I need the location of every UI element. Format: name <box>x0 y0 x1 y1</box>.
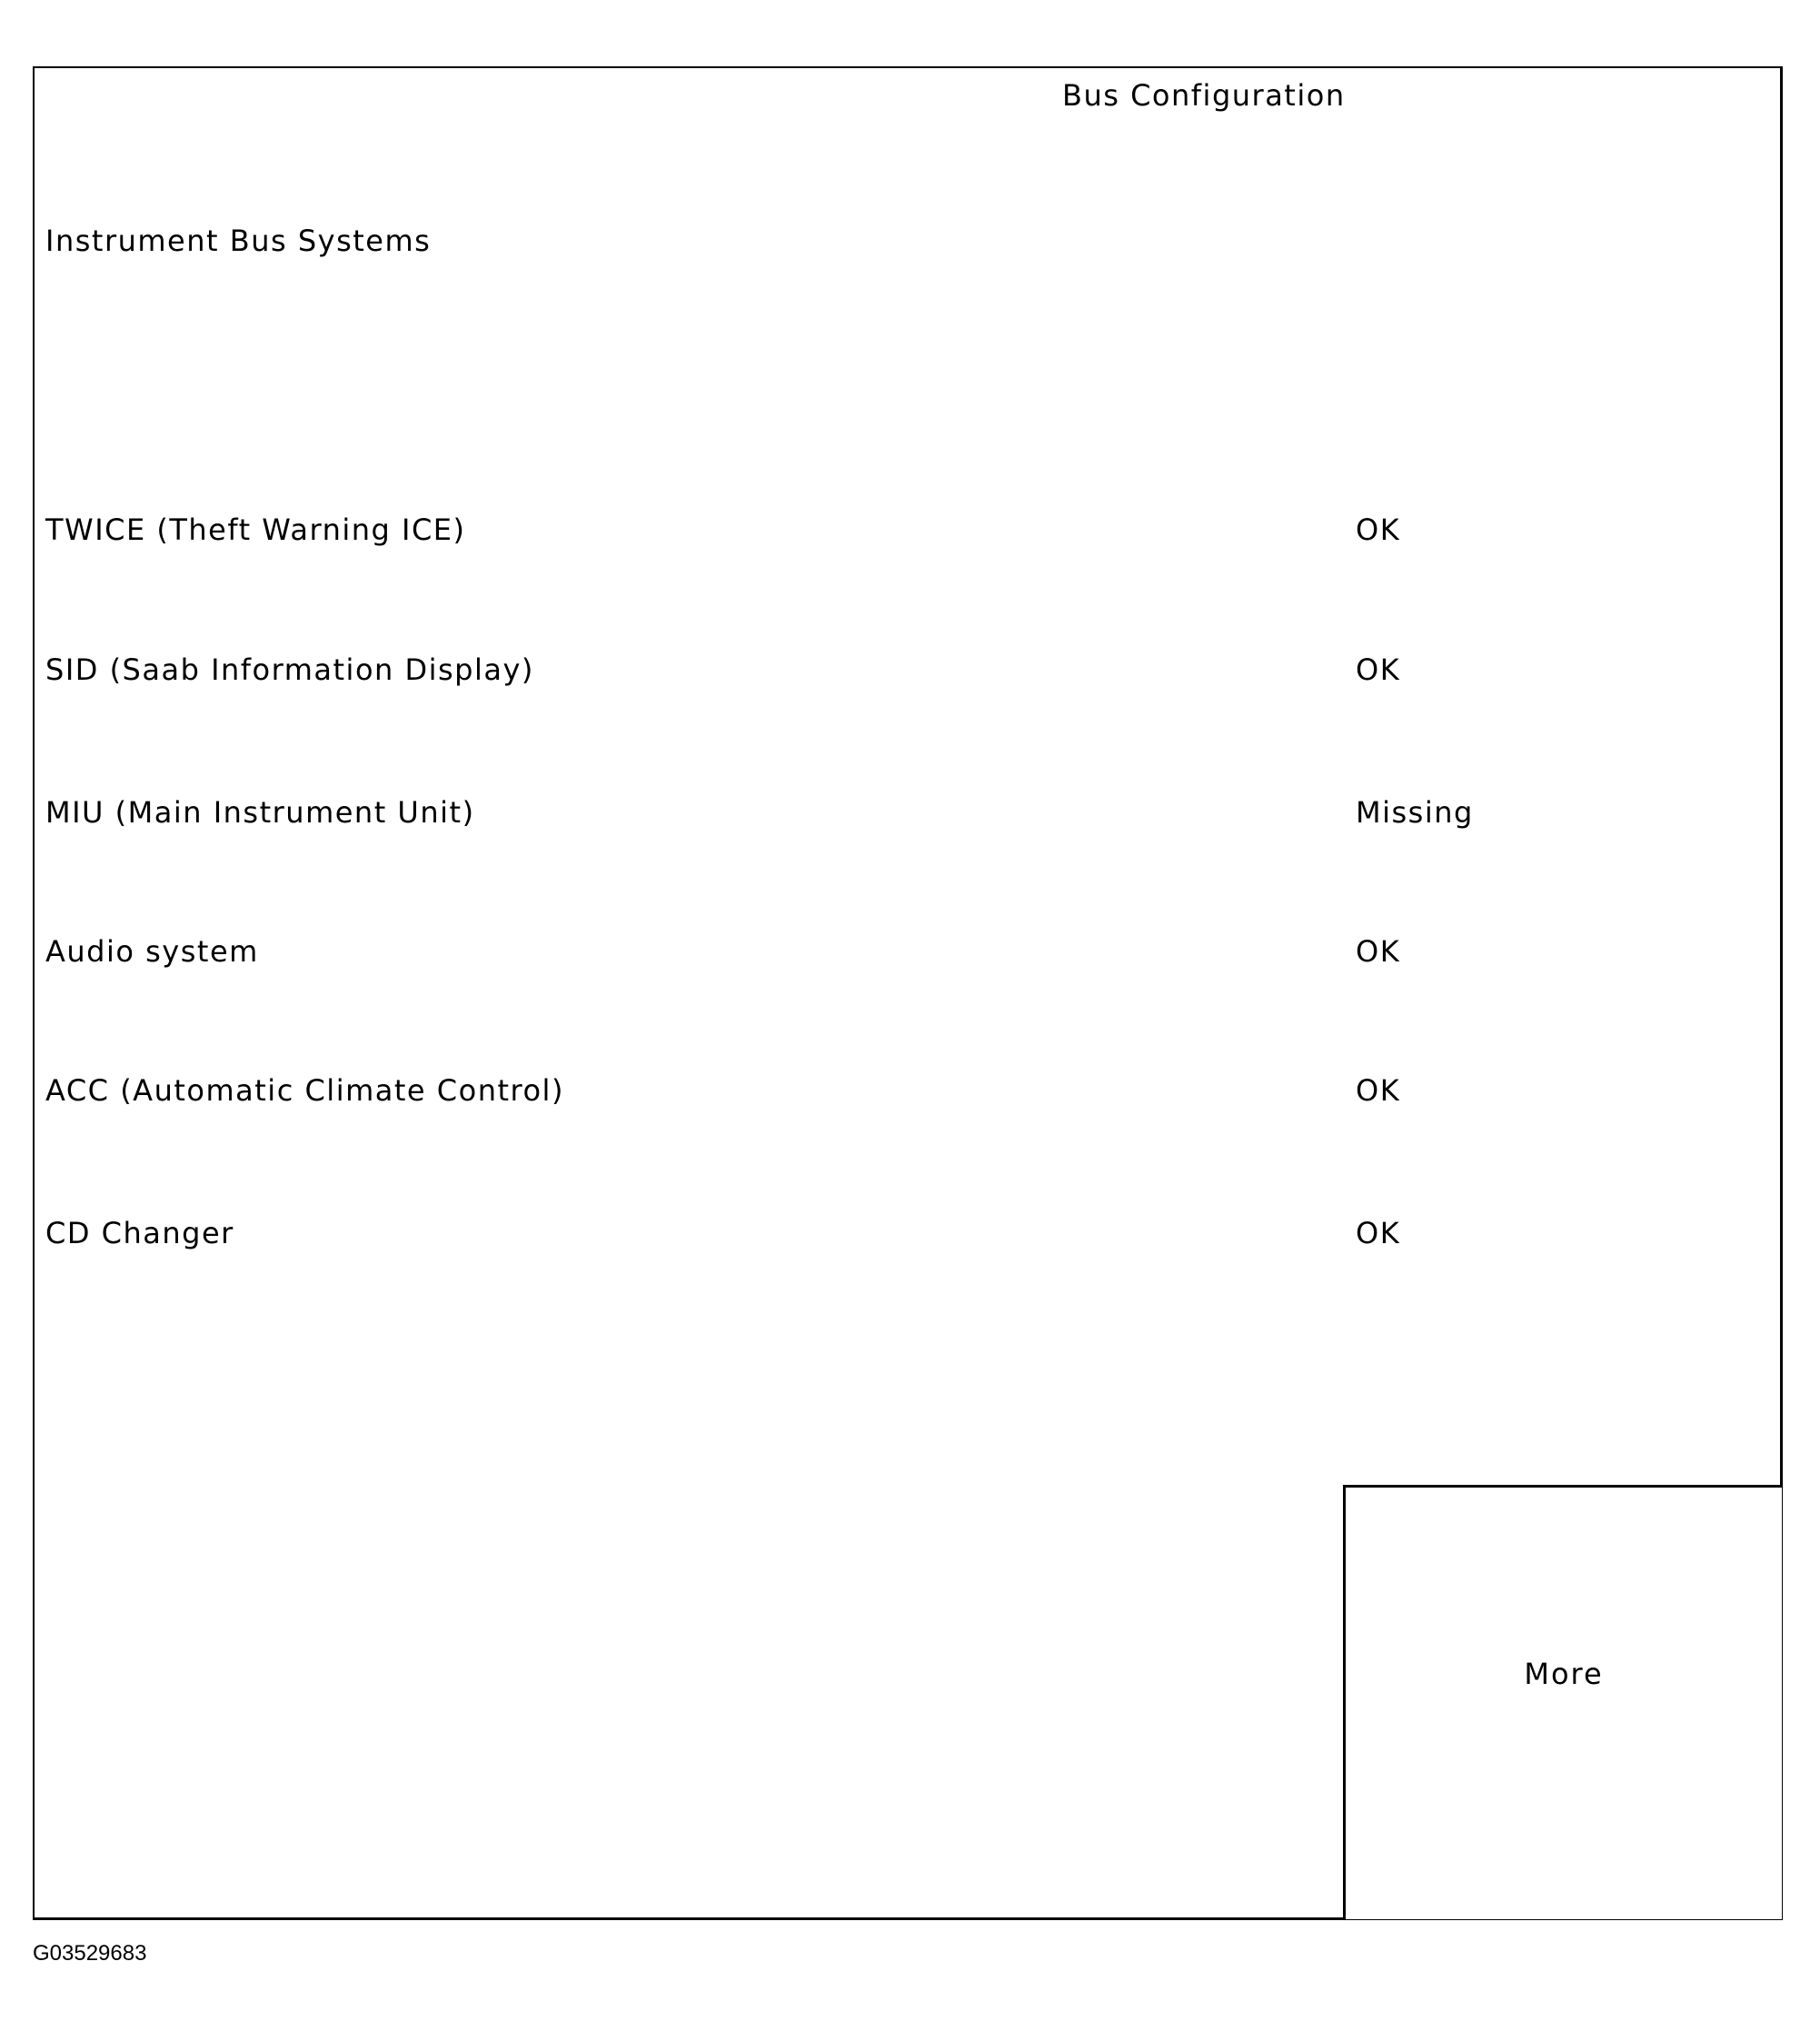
system-status: Missing <box>1356 795 1474 830</box>
section-title: Instrument Bus Systems <box>45 224 432 258</box>
figure-id: G03529683 <box>33 1941 147 1966</box>
list-item <box>45 652 1499 692</box>
list-item <box>45 934 1499 973</box>
list-item <box>45 1216 1499 1255</box>
system-status: OK <box>1356 934 1401 969</box>
system-label: CD Changer <box>45 1216 234 1250</box>
system-label: MIU (Main Instrument Unit) <box>45 795 475 830</box>
more-button[interactable] <box>1343 1485 1782 1919</box>
system-label: TWICE (Theft Warning ICE) <box>45 513 466 547</box>
more-button-label: More <box>1524 1657 1604 1691</box>
list-item <box>45 1073 1499 1112</box>
system-status: OK <box>1356 1073 1401 1108</box>
system-status: OK <box>1356 513 1401 547</box>
bus-configuration-screen <box>33 66 1783 1920</box>
system-label: ACC (Automatic Climate Control) <box>45 1073 564 1108</box>
system-status: OK <box>1356 1216 1401 1250</box>
list-item <box>45 515 1499 552</box>
screen-title: Bus Configuration <box>1062 78 1346 113</box>
system-label: Audio system <box>45 934 259 969</box>
list-item <box>45 795 1499 834</box>
system-status: OK <box>1356 652 1401 687</box>
system-label: SID (Saab Information Display) <box>45 652 534 687</box>
